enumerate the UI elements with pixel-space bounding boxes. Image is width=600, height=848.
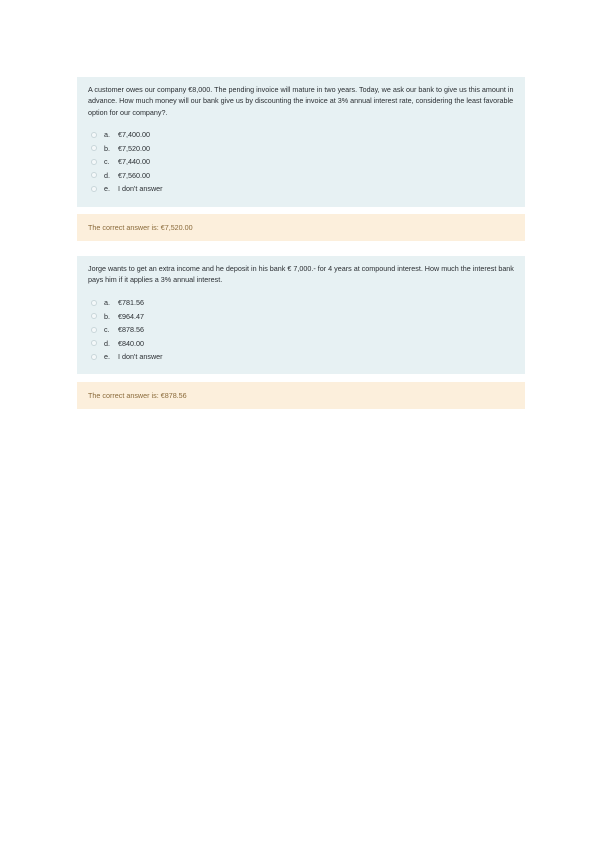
- option-text: €7,440.00: [118, 157, 150, 167]
- option-text: €840.00: [118, 338, 144, 348]
- option-letter: e.: [104, 352, 110, 362]
- question-1: [77, 77, 525, 207]
- option-e[interactable]: [91, 182, 514, 196]
- option-letter: d.: [104, 170, 110, 180]
- option-c[interactable]: [91, 155, 514, 169]
- question-1-text: A customer owes our company €8,000. The pending invoice will mature in two years. Today, we ask our bank to give us this amount in advance. How much money will our bank give us by discounting the invoice at 3% annual interest rate, considering the least favorable option for our company?.: [88, 85, 514, 117]
- radio-icon[interactable]: [91, 159, 97, 165]
- radio-icon[interactable]: [91, 300, 97, 306]
- option-a[interactable]: [91, 296, 514, 310]
- option-text: €7,560.00: [118, 170, 150, 180]
- radio-icon[interactable]: [91, 354, 97, 360]
- question-2-feedback: [77, 382, 525, 409]
- correct-answer-text: The correct answer is: €878.56: [88, 391, 187, 400]
- option-letter: b.: [104, 143, 110, 153]
- option-letter: a.: [104, 298, 110, 308]
- option-text: I don't answer: [118, 352, 163, 362]
- option-d[interactable]: [91, 336, 514, 350]
- option-text: €7,400.00: [118, 130, 150, 140]
- option-c[interactable]: [91, 323, 514, 337]
- question-1-options: [88, 128, 514, 196]
- radio-icon[interactable]: [91, 340, 97, 346]
- option-b[interactable]: [91, 309, 514, 323]
- correct-answer-text: The correct answer is: €7,520.00: [88, 223, 193, 232]
- radio-icon[interactable]: [91, 172, 97, 178]
- option-a[interactable]: [91, 128, 514, 142]
- option-letter: b.: [104, 311, 110, 321]
- option-letter: e.: [104, 184, 110, 194]
- option-text: €7,520.00: [118, 143, 150, 153]
- option-text: €964.47: [118, 311, 144, 321]
- option-letter: d.: [104, 338, 110, 348]
- question-2-text: Jorge wants to get an extra income and he deposit in his bank € 7,000.- for 4 years at compound interest. How much the interest bank pays him if it applies a 3% annual interest.: [88, 264, 514, 285]
- radio-icon[interactable]: [91, 327, 97, 333]
- question-1-feedback: [77, 214, 525, 241]
- radio-icon[interactable]: [91, 145, 97, 151]
- radio-icon[interactable]: [91, 132, 97, 138]
- option-b[interactable]: [91, 142, 514, 156]
- option-text: I don't answer: [118, 184, 163, 194]
- radio-icon[interactable]: [91, 186, 97, 192]
- option-letter: c.: [104, 325, 110, 335]
- option-d[interactable]: [91, 169, 514, 183]
- option-letter: a.: [104, 130, 110, 140]
- option-text: €781.56: [118, 298, 144, 308]
- option-e[interactable]: [91, 350, 514, 364]
- question-2-options: [88, 296, 514, 364]
- radio-icon[interactable]: [91, 313, 97, 319]
- question-2: [77, 256, 525, 374]
- option-text: €878.56: [118, 325, 144, 335]
- option-letter: c.: [104, 157, 110, 167]
